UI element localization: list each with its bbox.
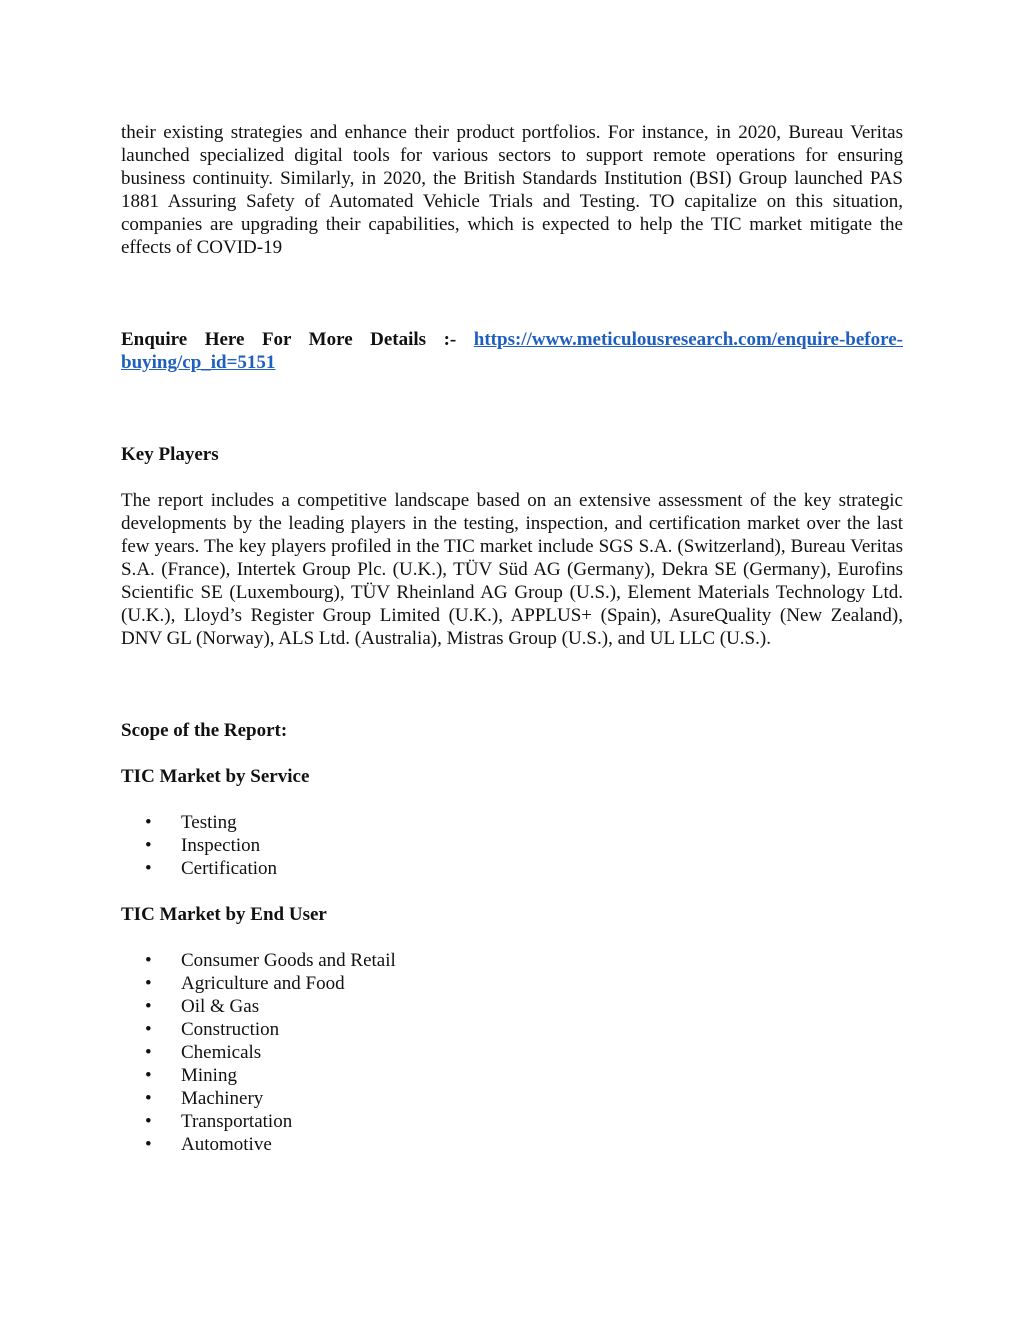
spacer <box>121 926 903 949</box>
list-item-label: Transportation <box>181 1111 293 1132</box>
end-user-heading: TIC Market by End User <box>121 904 327 925</box>
list-item <box>121 857 903 880</box>
key-players-paragraph: The report includes a competitive landscape based on an extensive assessment of the key strategic developments by the leading players in the testing, inspection, and certification market over the last few years. The key players profiled in the TIC market include SGS S.A. (Switzerland), Bureau Veritas S.A. (France), Intertek Group Plc. (U.K.), TÜV Süd AG (Germany), Dekra SE (Germany), Eurofins Scientific SE (Luxembourg), TÜV Rheinland AG Group (U.S.), Element Materials Technology Ltd. (U.K.), Lloyd’s Register Group Limited (U.K.), APPLUS+ (Spain), AsureQuality (New Zealand), DNV GL (Norway), ALS Ltd. (Australia), Mistras Group (U.S.), and UL LLC (U.S.). <box>121 490 903 649</box>
list-item-label: Automotive <box>181 1134 272 1155</box>
bullet-icon: • <box>145 1111 152 1132</box>
list-item-label: Mining <box>181 1065 237 1086</box>
list-item-label: Chemicals <box>181 1042 262 1063</box>
list-item <box>121 1087 903 1110</box>
spacer <box>121 880 903 903</box>
list-item-label: Agriculture and Food <box>181 973 345 994</box>
bullet-icon: • <box>145 1134 152 1155</box>
service-list <box>121 811 903 880</box>
enquire-label: Enquire Here For More Details :- <box>121 329 474 350</box>
key-players-heading: Key Players <box>121 444 219 465</box>
enquire-link[interactable]: https://www.meticulousresearch.com/enquire-before-buying/cp_id=5151 <box>121 329 903 373</box>
bullet-icon: • <box>145 973 152 994</box>
document-page <box>121 121 903 1156</box>
spacer <box>121 788 903 811</box>
list-item-label: Construction <box>181 1019 280 1040</box>
spacer <box>121 374 903 443</box>
list-item-label: Oil & Gas <box>181 996 260 1017</box>
list-item <box>121 1064 903 1087</box>
bullet-icon: • <box>145 1019 152 1040</box>
bullet-icon: • <box>145 858 152 879</box>
list-item <box>121 1133 903 1156</box>
list-item <box>121 995 903 1018</box>
spacer <box>121 466 903 489</box>
list-item-label: Consumer Goods and Retail <box>181 950 396 971</box>
bullet-icon: • <box>145 812 152 833</box>
list-item <box>121 949 903 972</box>
list-item <box>121 1018 903 1041</box>
bullet-icon: • <box>145 996 152 1017</box>
end-user-list <box>121 949 903 1156</box>
bullet-icon: • <box>145 835 152 856</box>
service-heading: TIC Market by Service <box>121 766 310 787</box>
list-item-label: Certification <box>181 858 278 879</box>
bullet-icon: • <box>145 950 152 971</box>
bullet-icon: • <box>145 1042 152 1063</box>
list-item-label: Testing <box>181 812 237 833</box>
spacer <box>121 259 903 328</box>
bullet-icon: • <box>145 1065 152 1086</box>
list-item <box>121 1041 903 1064</box>
list-item <box>121 811 903 834</box>
list-item <box>121 972 903 995</box>
list-item-label: Inspection <box>181 835 261 856</box>
enquire-line <box>121 328 903 374</box>
intro-paragraph: their existing strategies and enhance their product portfolios. For instance, in 2020, Bureau Veritas launched specialized digital tools for various sectors to support remote operations for ensuring business continuity. Similarly, in 2020, the British Standards Institution (BSI) Group launched PAS 1881 Assuring Safety of Automated Vehicle Trials and Testing. TO capitalize on this situation, companies are upgrading their capabilities, which is expected to help the TIC market mitigate the effects of COVID-19 <box>121 122 903 258</box>
spacer <box>121 742 903 765</box>
list-item <box>121 1110 903 1133</box>
bullet-icon: • <box>145 1088 152 1109</box>
scope-heading: Scope of the Report: <box>121 720 288 741</box>
spacer <box>121 650 903 719</box>
list-item-label: Machinery <box>181 1088 264 1109</box>
list-item <box>121 834 903 857</box>
